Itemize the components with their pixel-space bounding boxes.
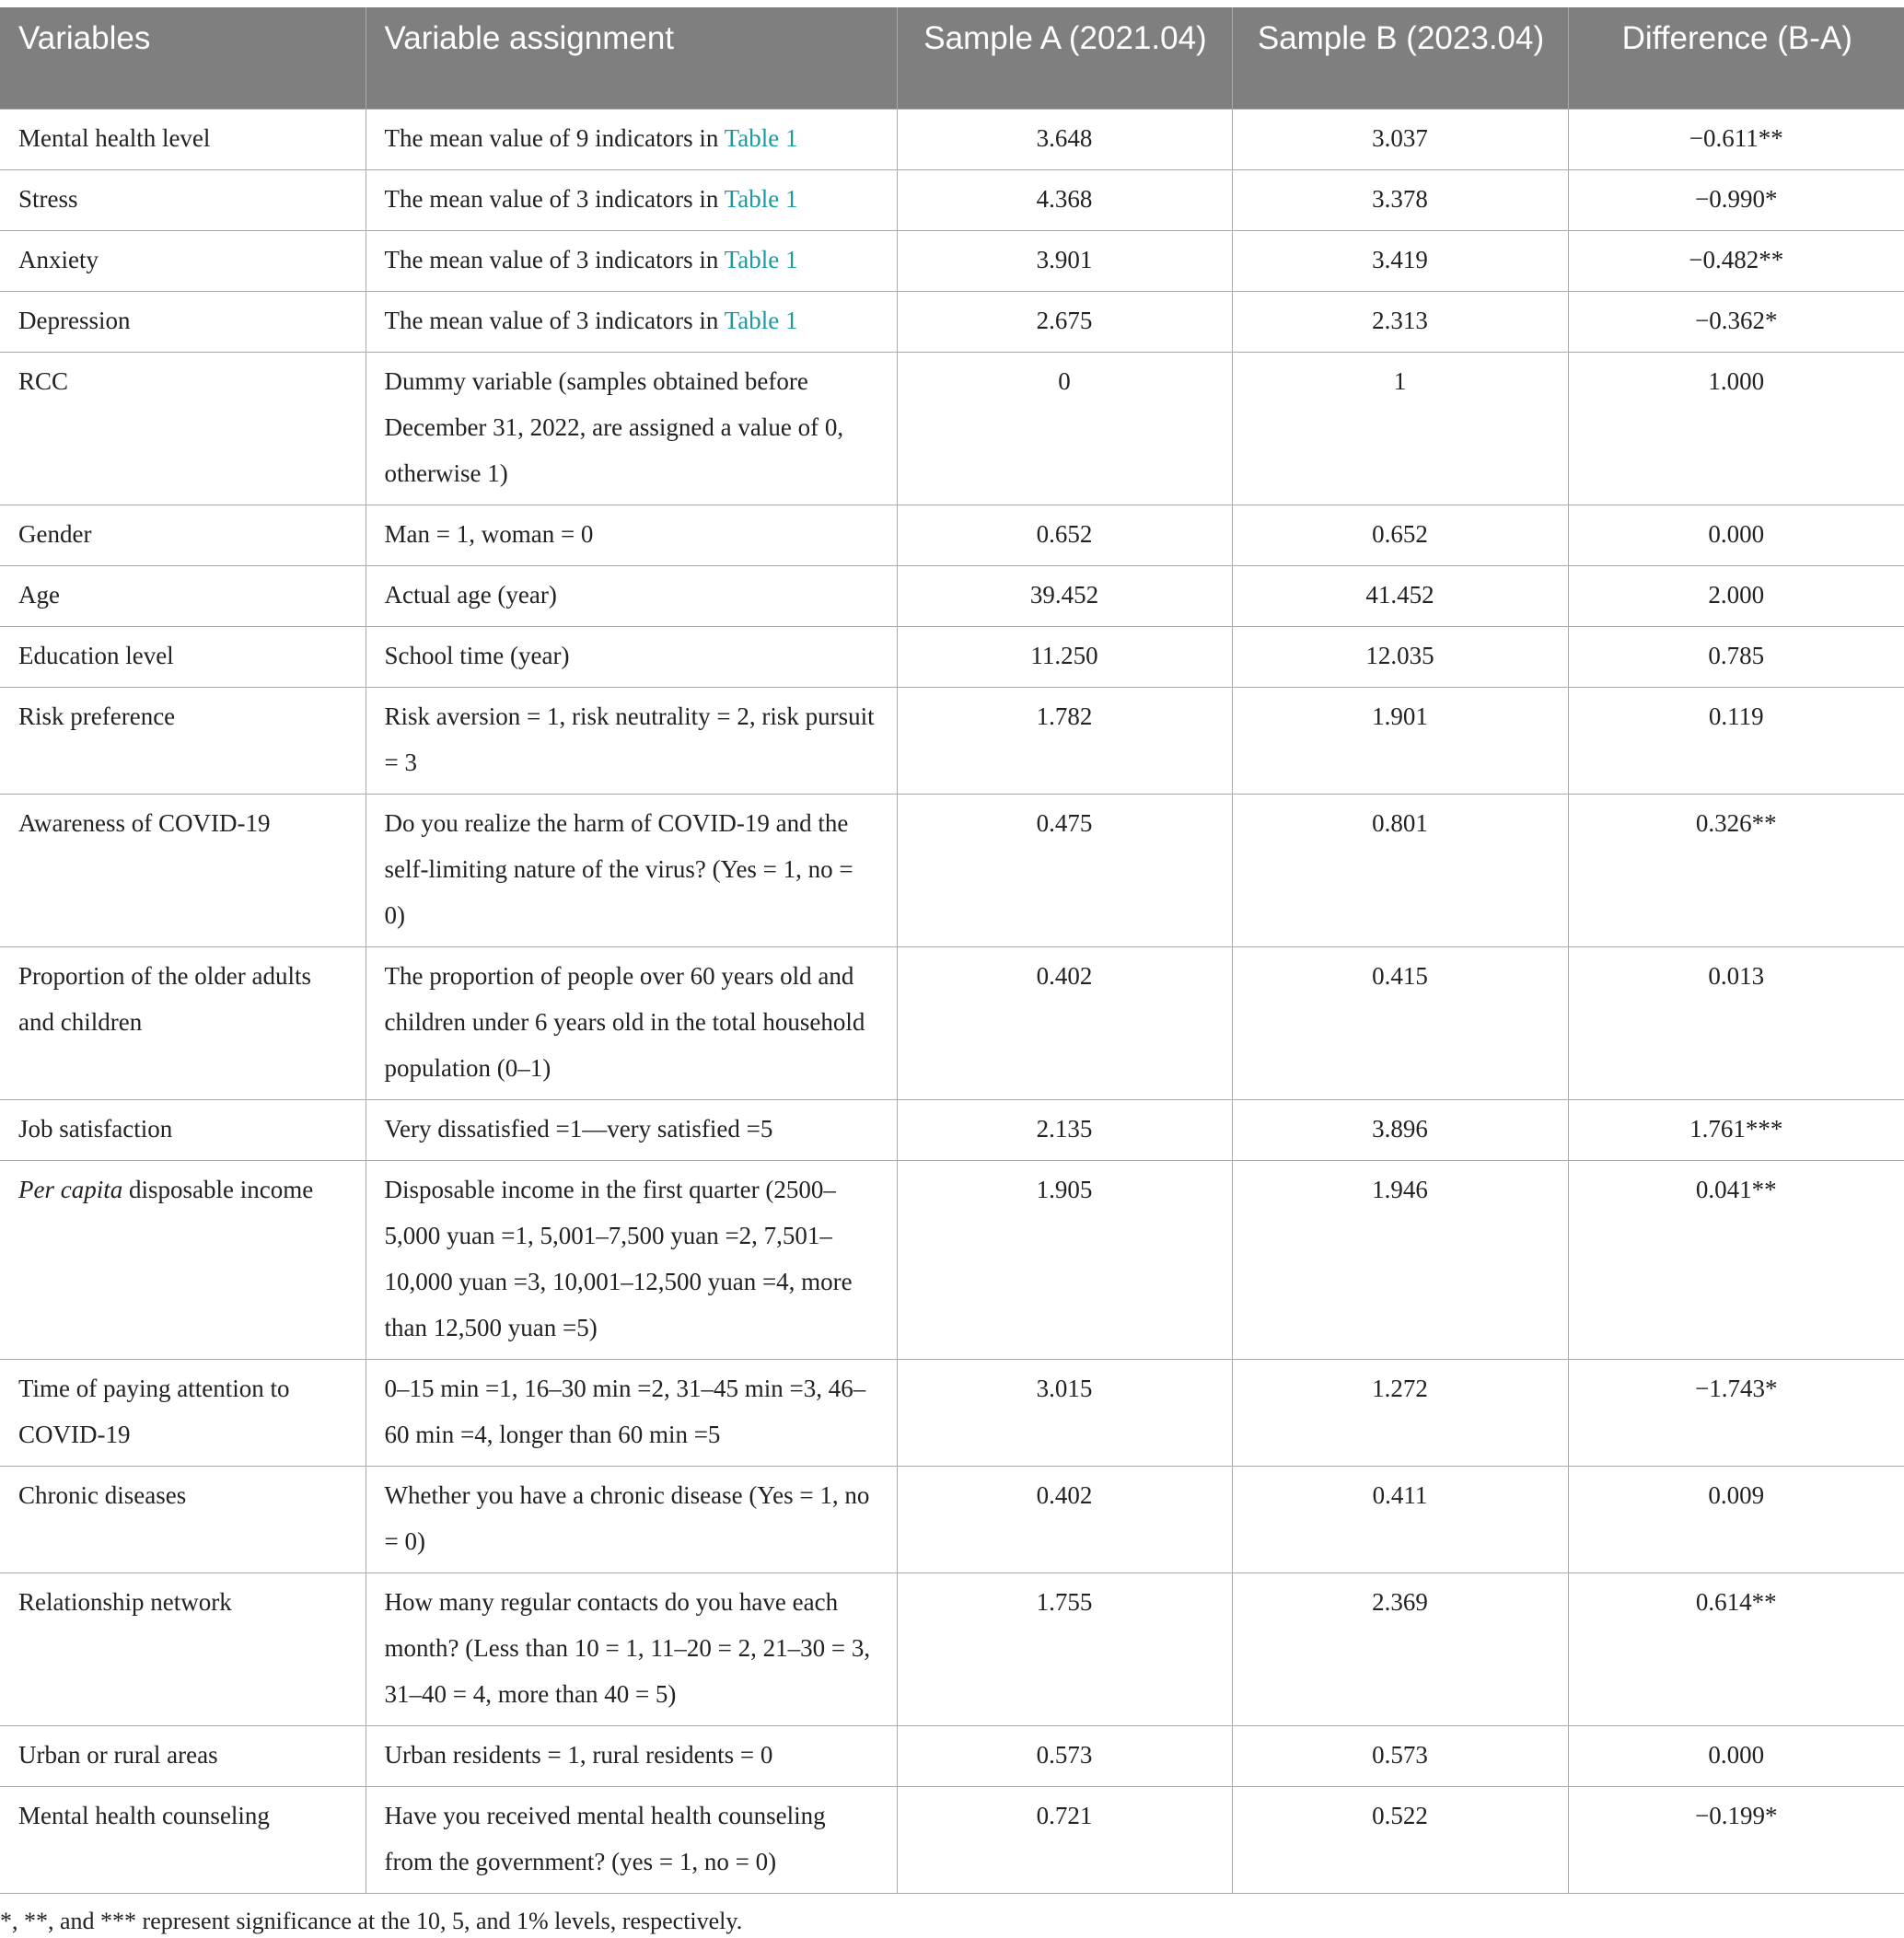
cell-difference: 0.000 xyxy=(1568,1725,1904,1786)
cell-variable xyxy=(0,291,366,352)
cell-sample-b: 3.896 xyxy=(1232,1099,1568,1160)
assignment-text: The mean value of 9 indicators in xyxy=(384,123,725,152)
assignment-text: 0–15 min =1, 16–30 min =2, 31–45 min =3, 46–60 min =4, longer than 60 min =5 xyxy=(384,1374,866,1448)
variable-text: disposable income xyxy=(122,1175,314,1203)
cell-sample-b: 0.801 xyxy=(1232,794,1568,946)
table-footnote: *, **, and *** represent significance at the 10, 5, and 1% levels, respectively. xyxy=(0,1907,743,1934)
table-row xyxy=(0,169,1904,230)
table-container xyxy=(0,7,1904,1938)
cell-assignment xyxy=(366,505,897,565)
assignment-text: Urban residents = 1, rural residents = 0 xyxy=(384,1740,773,1769)
cell-sample-a: 1.905 xyxy=(897,1160,1232,1359)
cell-variable xyxy=(0,1160,366,1359)
cell-assignment xyxy=(366,109,897,169)
cell-difference: 1.000 xyxy=(1568,352,1904,505)
cell-sample-b: 0.415 xyxy=(1232,946,1568,1099)
cell-sample-b: 0.522 xyxy=(1232,1786,1568,1893)
cell-variable xyxy=(0,1099,366,1160)
variable-text: Urban or rural areas xyxy=(18,1740,218,1769)
assignment-text: The proportion of people over 60 years old and children under 6 years old in the total household population (0–1) xyxy=(384,961,865,1082)
table-row xyxy=(0,1099,1904,1160)
cell-variable xyxy=(0,1359,366,1466)
variable-text: Job satisfaction xyxy=(18,1114,173,1143)
cell-sample-b: 0.652 xyxy=(1232,505,1568,565)
assignment-text: Whether you have a chronic disease (Yes = 1, no = 0) xyxy=(384,1480,870,1555)
cell-sample-a: 3.648 xyxy=(897,109,1232,169)
variable-italic-text: Per capita xyxy=(18,1175,123,1203)
cell-sample-a: 2.135 xyxy=(897,1099,1232,1160)
cell-sample-a: 1.782 xyxy=(897,687,1232,794)
cell-difference: 0.009 xyxy=(1568,1466,1904,1572)
cell-variable xyxy=(0,230,366,291)
cell-assignment xyxy=(366,687,897,794)
cell-difference: −0.199* xyxy=(1568,1786,1904,1893)
variable-text: Education level xyxy=(18,641,174,669)
cell-sample-a: 4.368 xyxy=(897,169,1232,230)
header-sample-a: Sample A (2021.04) xyxy=(897,7,1232,109)
variable-text: Age xyxy=(18,580,60,609)
variable-text: Mental health level xyxy=(18,123,211,152)
table-row xyxy=(0,1725,1904,1786)
cell-difference: 0.614** xyxy=(1568,1572,1904,1725)
cell-sample-b: 1 xyxy=(1232,352,1568,505)
assignment-text: Risk aversion = 1, risk neutrality = 2, risk pursuit = 3 xyxy=(384,702,875,776)
variable-text: Relationship network xyxy=(18,1587,232,1616)
cell-sample-a: 2.675 xyxy=(897,291,1232,352)
cell-sample-b: 2.369 xyxy=(1232,1572,1568,1725)
variable-text: Awareness of COVID-19 xyxy=(18,808,271,837)
cell-difference: 2.000 xyxy=(1568,565,1904,626)
cell-sample-a: 11.250 xyxy=(897,626,1232,687)
cell-difference: −0.362* xyxy=(1568,291,1904,352)
cell-assignment xyxy=(366,1786,897,1893)
header-difference: Difference (B-A) xyxy=(1568,7,1904,109)
cell-difference: 0.013 xyxy=(1568,946,1904,1099)
cell-difference: −0.990* xyxy=(1568,169,1904,230)
variable-text: Stress xyxy=(18,184,78,213)
cell-sample-a: 0.402 xyxy=(897,946,1232,1099)
cell-difference: 1.761*** xyxy=(1568,1099,1904,1160)
table-row xyxy=(0,687,1904,794)
cell-assignment xyxy=(366,1572,897,1725)
cell-variable xyxy=(0,1466,366,1572)
table-row xyxy=(0,291,1904,352)
table-row xyxy=(0,626,1904,687)
header-row xyxy=(0,7,1904,109)
cell-sample-b: 1.946 xyxy=(1232,1160,1568,1359)
cell-variable xyxy=(0,109,366,169)
table-row xyxy=(0,565,1904,626)
cell-variable xyxy=(0,1786,366,1893)
variable-text: Depression xyxy=(18,306,131,334)
table-row xyxy=(0,1466,1904,1572)
table-1-link[interactable]: Table 1 xyxy=(724,184,798,213)
cell-sample-a: 0.573 xyxy=(897,1725,1232,1786)
assignment-text: The mean value of 3 indicators in xyxy=(384,245,725,273)
table-row xyxy=(0,505,1904,565)
table-1-link[interactable]: Table 1 xyxy=(724,306,798,334)
cell-assignment xyxy=(366,352,897,505)
variable-text: Chronic diseases xyxy=(18,1480,187,1509)
cell-sample-b: 3.037 xyxy=(1232,109,1568,169)
header-variables: Variables xyxy=(0,7,366,109)
table-row xyxy=(0,794,1904,946)
cell-sample-a: 1.755 xyxy=(897,1572,1232,1725)
variable-text: Mental health counseling xyxy=(18,1801,270,1829)
header-sample-b: Sample B (2023.04) xyxy=(1232,7,1568,109)
cell-sample-b: 1.901 xyxy=(1232,687,1568,794)
assignment-text: Disposable income in the first quarter (2500–5,000 yuan =1, 5,001–7,500 yuan =2, 7,501–10,000 yuan =3, 10,001–12,500 yuan =4, more than 12,500 yuan =5) xyxy=(384,1175,853,1341)
cell-sample-a: 3.901 xyxy=(897,230,1232,291)
cell-assignment xyxy=(366,1466,897,1572)
cell-variable xyxy=(0,505,366,565)
cell-difference: 0.326** xyxy=(1568,794,1904,946)
table-row xyxy=(0,352,1904,505)
cell-sample-a: 0.652 xyxy=(897,505,1232,565)
cell-variable xyxy=(0,565,366,626)
assignment-text: The mean value of 3 indicators in xyxy=(384,184,725,213)
variable-text: Anxiety xyxy=(18,245,99,273)
cell-difference: 0.785 xyxy=(1568,626,1904,687)
cell-assignment xyxy=(366,291,897,352)
cell-assignment xyxy=(366,565,897,626)
cell-sample-b: 3.419 xyxy=(1232,230,1568,291)
cell-assignment xyxy=(366,1160,897,1359)
table-body xyxy=(0,109,1904,1893)
assignment-text: Actual age (year) xyxy=(384,580,557,609)
cell-difference: 0.119 xyxy=(1568,687,1904,794)
variable-text: Time of paying attention to COVID-19 xyxy=(18,1374,290,1448)
cell-variable xyxy=(0,352,366,505)
assignment-text: School time (year) xyxy=(384,641,570,669)
cell-assignment xyxy=(366,626,897,687)
cell-sample-b: 0.411 xyxy=(1232,1466,1568,1572)
table-row xyxy=(0,1786,1904,1893)
assignment-text: Dummy variable (samples obtained before December 31, 2022, are assigned a value of 0, otherwise 1) xyxy=(384,366,844,487)
table-row xyxy=(0,109,1904,169)
assignment-text: Do you realize the harm of COVID-19 and the self-limiting nature of the virus? (Yes = 1, no = 0) xyxy=(384,808,853,929)
cell-variable xyxy=(0,169,366,230)
cell-difference: −0.482** xyxy=(1568,230,1904,291)
cell-assignment xyxy=(366,1725,897,1786)
table-1-link[interactable]: Table 1 xyxy=(724,123,798,152)
table-row xyxy=(0,1359,1904,1466)
cell-difference: −0.611** xyxy=(1568,109,1904,169)
table-1-link[interactable]: Table 1 xyxy=(724,245,798,273)
cell-assignment xyxy=(366,946,897,1099)
cell-sample-a: 3.015 xyxy=(897,1359,1232,1466)
cell-difference: 0.000 xyxy=(1568,505,1904,565)
cell-variable xyxy=(0,946,366,1099)
cell-difference: 0.041** xyxy=(1568,1160,1904,1359)
cell-assignment xyxy=(366,169,897,230)
table-row xyxy=(0,946,1904,1099)
cell-variable xyxy=(0,1572,366,1725)
cell-sample-a: 0.402 xyxy=(897,1466,1232,1572)
cell-assignment xyxy=(366,1359,897,1466)
header-variable-assignment: Variable assignment xyxy=(366,7,897,109)
cell-sample-b: 41.452 xyxy=(1232,565,1568,626)
cell-assignment xyxy=(366,794,897,946)
variable-text: Risk preference xyxy=(18,702,176,730)
cell-assignment xyxy=(366,230,897,291)
assignment-text: Very dissatisfied =1—very satisfied =5 xyxy=(384,1114,773,1143)
variable-text: RCC xyxy=(18,366,69,395)
assignment-text: Have you received mental health counseling from the government? (yes = 1, no = 0) xyxy=(384,1801,826,1875)
table-row xyxy=(0,1572,1904,1725)
cell-variable xyxy=(0,794,366,946)
cell-difference: −1.743* xyxy=(1568,1359,1904,1466)
cell-sample-a: 0.721 xyxy=(897,1786,1232,1893)
cell-assignment xyxy=(366,1099,897,1160)
assignment-text: The mean value of 3 indicators in xyxy=(384,306,725,334)
assignment-text: How many regular contacts do you have each month? (Less than 10 = 1, 11–20 = 2, 21–30 = 3, 31–40 = 4, more than 40 = 5) xyxy=(384,1587,871,1708)
assignment-text: Man = 1, woman = 0 xyxy=(384,519,594,548)
cell-variable xyxy=(0,1725,366,1786)
variables-table xyxy=(0,7,1904,1894)
cell-sample-a: 0.475 xyxy=(897,794,1232,946)
cell-variable xyxy=(0,626,366,687)
cell-sample-a: 39.452 xyxy=(897,565,1232,626)
cell-sample-a: 0 xyxy=(897,352,1232,505)
table-row xyxy=(0,230,1904,291)
cell-sample-b: 12.035 xyxy=(1232,626,1568,687)
cell-sample-b: 3.378 xyxy=(1232,169,1568,230)
cell-sample-b: 0.573 xyxy=(1232,1725,1568,1786)
variable-text: Gender xyxy=(18,519,92,548)
cell-variable xyxy=(0,687,366,794)
table-row xyxy=(0,1160,1904,1359)
cell-sample-b: 1.272 xyxy=(1232,1359,1568,1466)
cell-sample-b: 2.313 xyxy=(1232,291,1568,352)
variable-text: Proportion of the older adults and children xyxy=(18,961,311,1036)
